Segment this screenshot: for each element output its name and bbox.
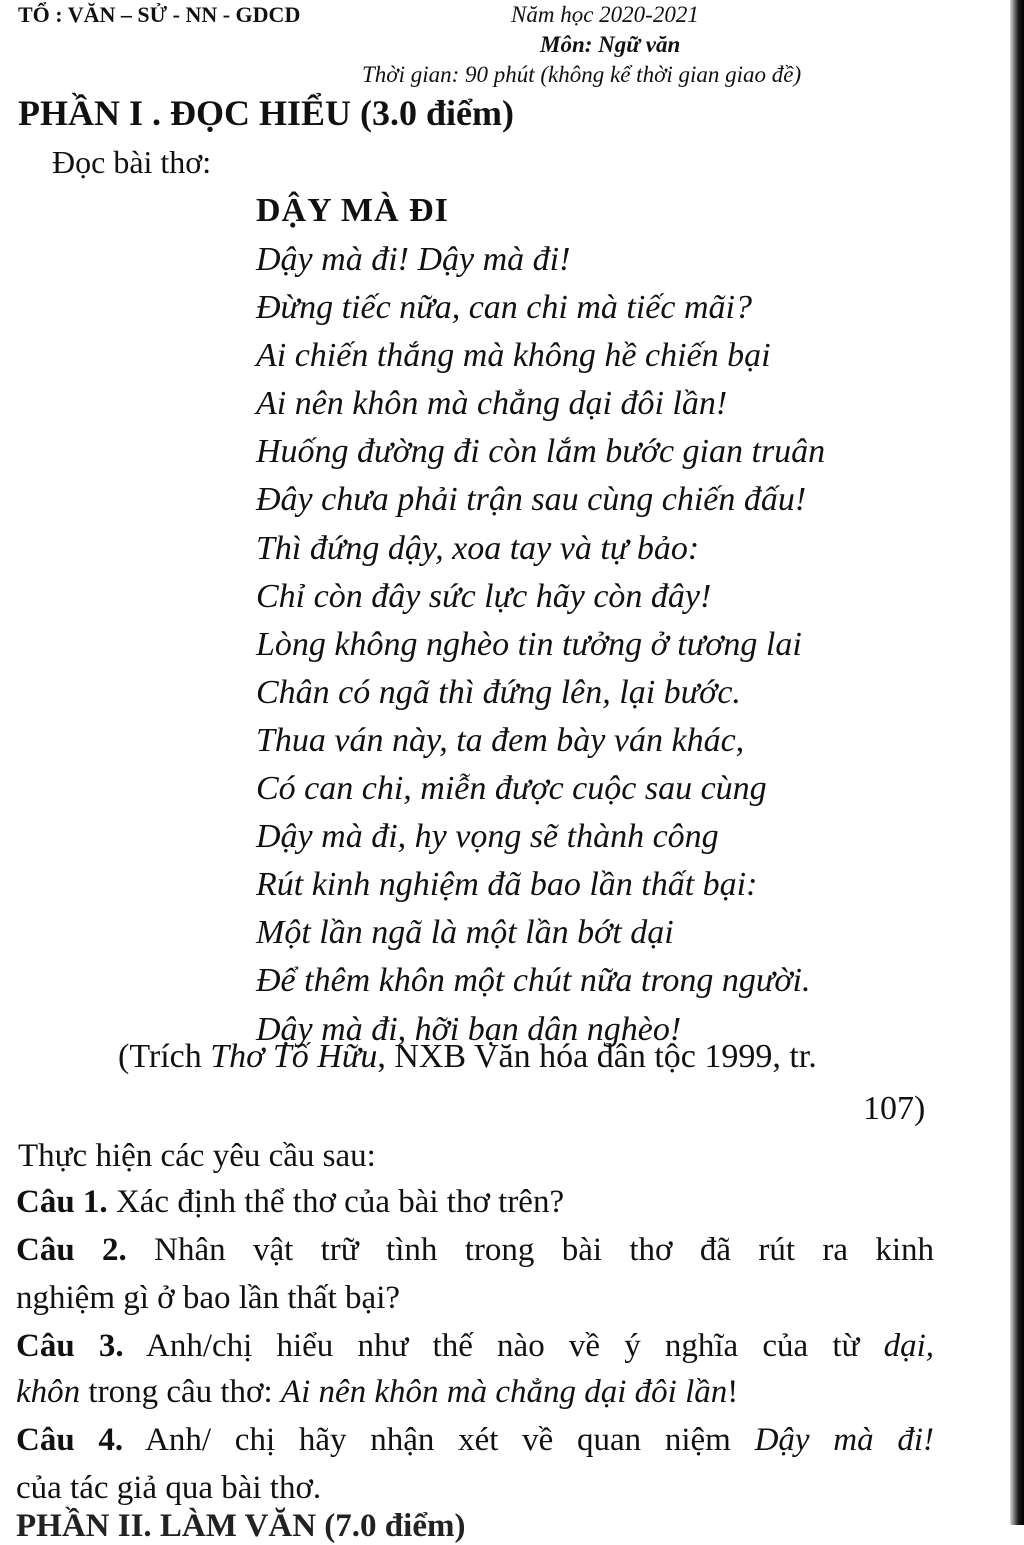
poem-line: Lòng không nghèo tin tưởng ở tương lai	[256, 625, 802, 663]
question-text: của tác giả qua bài thơ.	[16, 1470, 322, 1506]
citation-page: 107)	[863, 1090, 926, 1127]
poem-line: Dậy mà đi, hỡi bạn dân nghèo!	[256, 1010, 682, 1048]
question-4	[16, 1422, 934, 1459]
question-text: Nhân vật trữ tình trong bài thơ đã rút ra kinh	[126, 1232, 934, 1268]
question-label: Câu 3.	[16, 1328, 124, 1364]
part1-title: PHẦN I . ĐỌC HIỂU (3.0 điểm)	[18, 93, 514, 133]
part2-title-cropped	[16, 1508, 466, 1544]
department-header: TỔ : VĂN – SỬ - NN - GDCD	[18, 2, 301, 27]
question-4-continued	[16, 1470, 321, 1507]
poem-line: Chỉ còn đây sức lực hãy còn đây!	[256, 577, 712, 615]
poem-quote: Ai nên khôn mà chẳng dại đôi lần	[280, 1374, 728, 1410]
emphasis-word: khôn	[16, 1374, 81, 1410]
question-label: Câu 4.	[16, 1422, 124, 1458]
poem-quote: Dậy mà đi!	[754, 1422, 935, 1458]
subject: Môn: Ngữ văn	[540, 32, 681, 57]
question-1	[16, 1184, 564, 1221]
question-3-continued	[16, 1374, 738, 1411]
poem-body	[256, 238, 825, 1056]
emphasis-word: dại,	[883, 1328, 935, 1364]
poem-line: Chân có ngã thì đứng lên, lại bước.	[256, 673, 741, 711]
poem-line: Để thêm khôn một chút nữa trong người.	[256, 962, 811, 1000]
poem-line: Huống đường đi còn lắm bước gian truân	[256, 433, 826, 471]
read-label: Đọc bài thơ:	[52, 144, 212, 180]
poem-line: Một lần ngã là một lần bớt dại	[256, 914, 674, 952]
poem-title: DẬY MÀ ĐI	[256, 192, 449, 229]
question-text: Xác định thể thơ của bài thơ trên?	[107, 1184, 565, 1220]
citation-book: Thơ Tố Hữu	[210, 1038, 378, 1075]
question-text: Anh/ chị hãy nhận xét về quan niệm	[123, 1422, 755, 1458]
poem-line: Dậy mà đi, hy vọng sẽ thành công	[256, 818, 719, 856]
question-end: !	[727, 1374, 739, 1410]
poem-line: Đừng tiếc nữa, can chi mà tiếc mãi?	[256, 289, 752, 327]
poem-line: Thua ván này, ta đem bày ván khác,	[256, 721, 745, 759]
question-label: Câu 1.	[16, 1184, 108, 1220]
citation-rest: , NXB Văn hóa dân tộc 1999, tr.	[377, 1038, 817, 1075]
question-text: Anh/chị hiểu như thế nào về ý nghĩa của từ	[123, 1328, 884, 1364]
question-text: trong câu thơ:	[80, 1374, 281, 1410]
question-label: Câu 2.	[16, 1232, 127, 1268]
part2-title: PHẦN II. LÀM VĂN (7.0 điểm)	[16, 1508, 466, 1544]
citation	[118, 1038, 817, 1076]
question-2	[16, 1232, 934, 1269]
exam-time: Thời gian: 90 phút (không kể thời gian giao đề)	[362, 62, 802, 87]
poem-line: Ai chiến thắng mà không hề chiến bại	[256, 337, 771, 375]
citation-open: (Trích	[118, 1038, 211, 1075]
instructions: Thực hiện các yêu cầu sau:	[18, 1138, 376, 1174]
poem-line: Đây chưa phải trận sau cùng chiến đấu!	[256, 481, 807, 519]
poem-line: Thì đứng dậy, xoa tay và tự bảo:	[256, 529, 700, 567]
page-edge-shadow	[1010, 0, 1024, 1525]
poem-line: Dậy mà đi! Dậy mà đi!	[256, 241, 571, 278]
question-3	[16, 1328, 934, 1365]
poem-line: Ai nên khôn mà chẳng dại đôi lần!	[256, 385, 728, 423]
school-year: Năm học 2020-2021	[511, 2, 699, 27]
question-2-continued	[16, 1280, 400, 1317]
poem-line: Có can chi, miễn được cuộc sau cùng	[256, 770, 767, 808]
poem-line: Rút kinh nghiệm đã bao lần thất bại:	[256, 866, 758, 904]
question-text: nghiệm gì ở bao lần thất bại?	[16, 1280, 401, 1316]
